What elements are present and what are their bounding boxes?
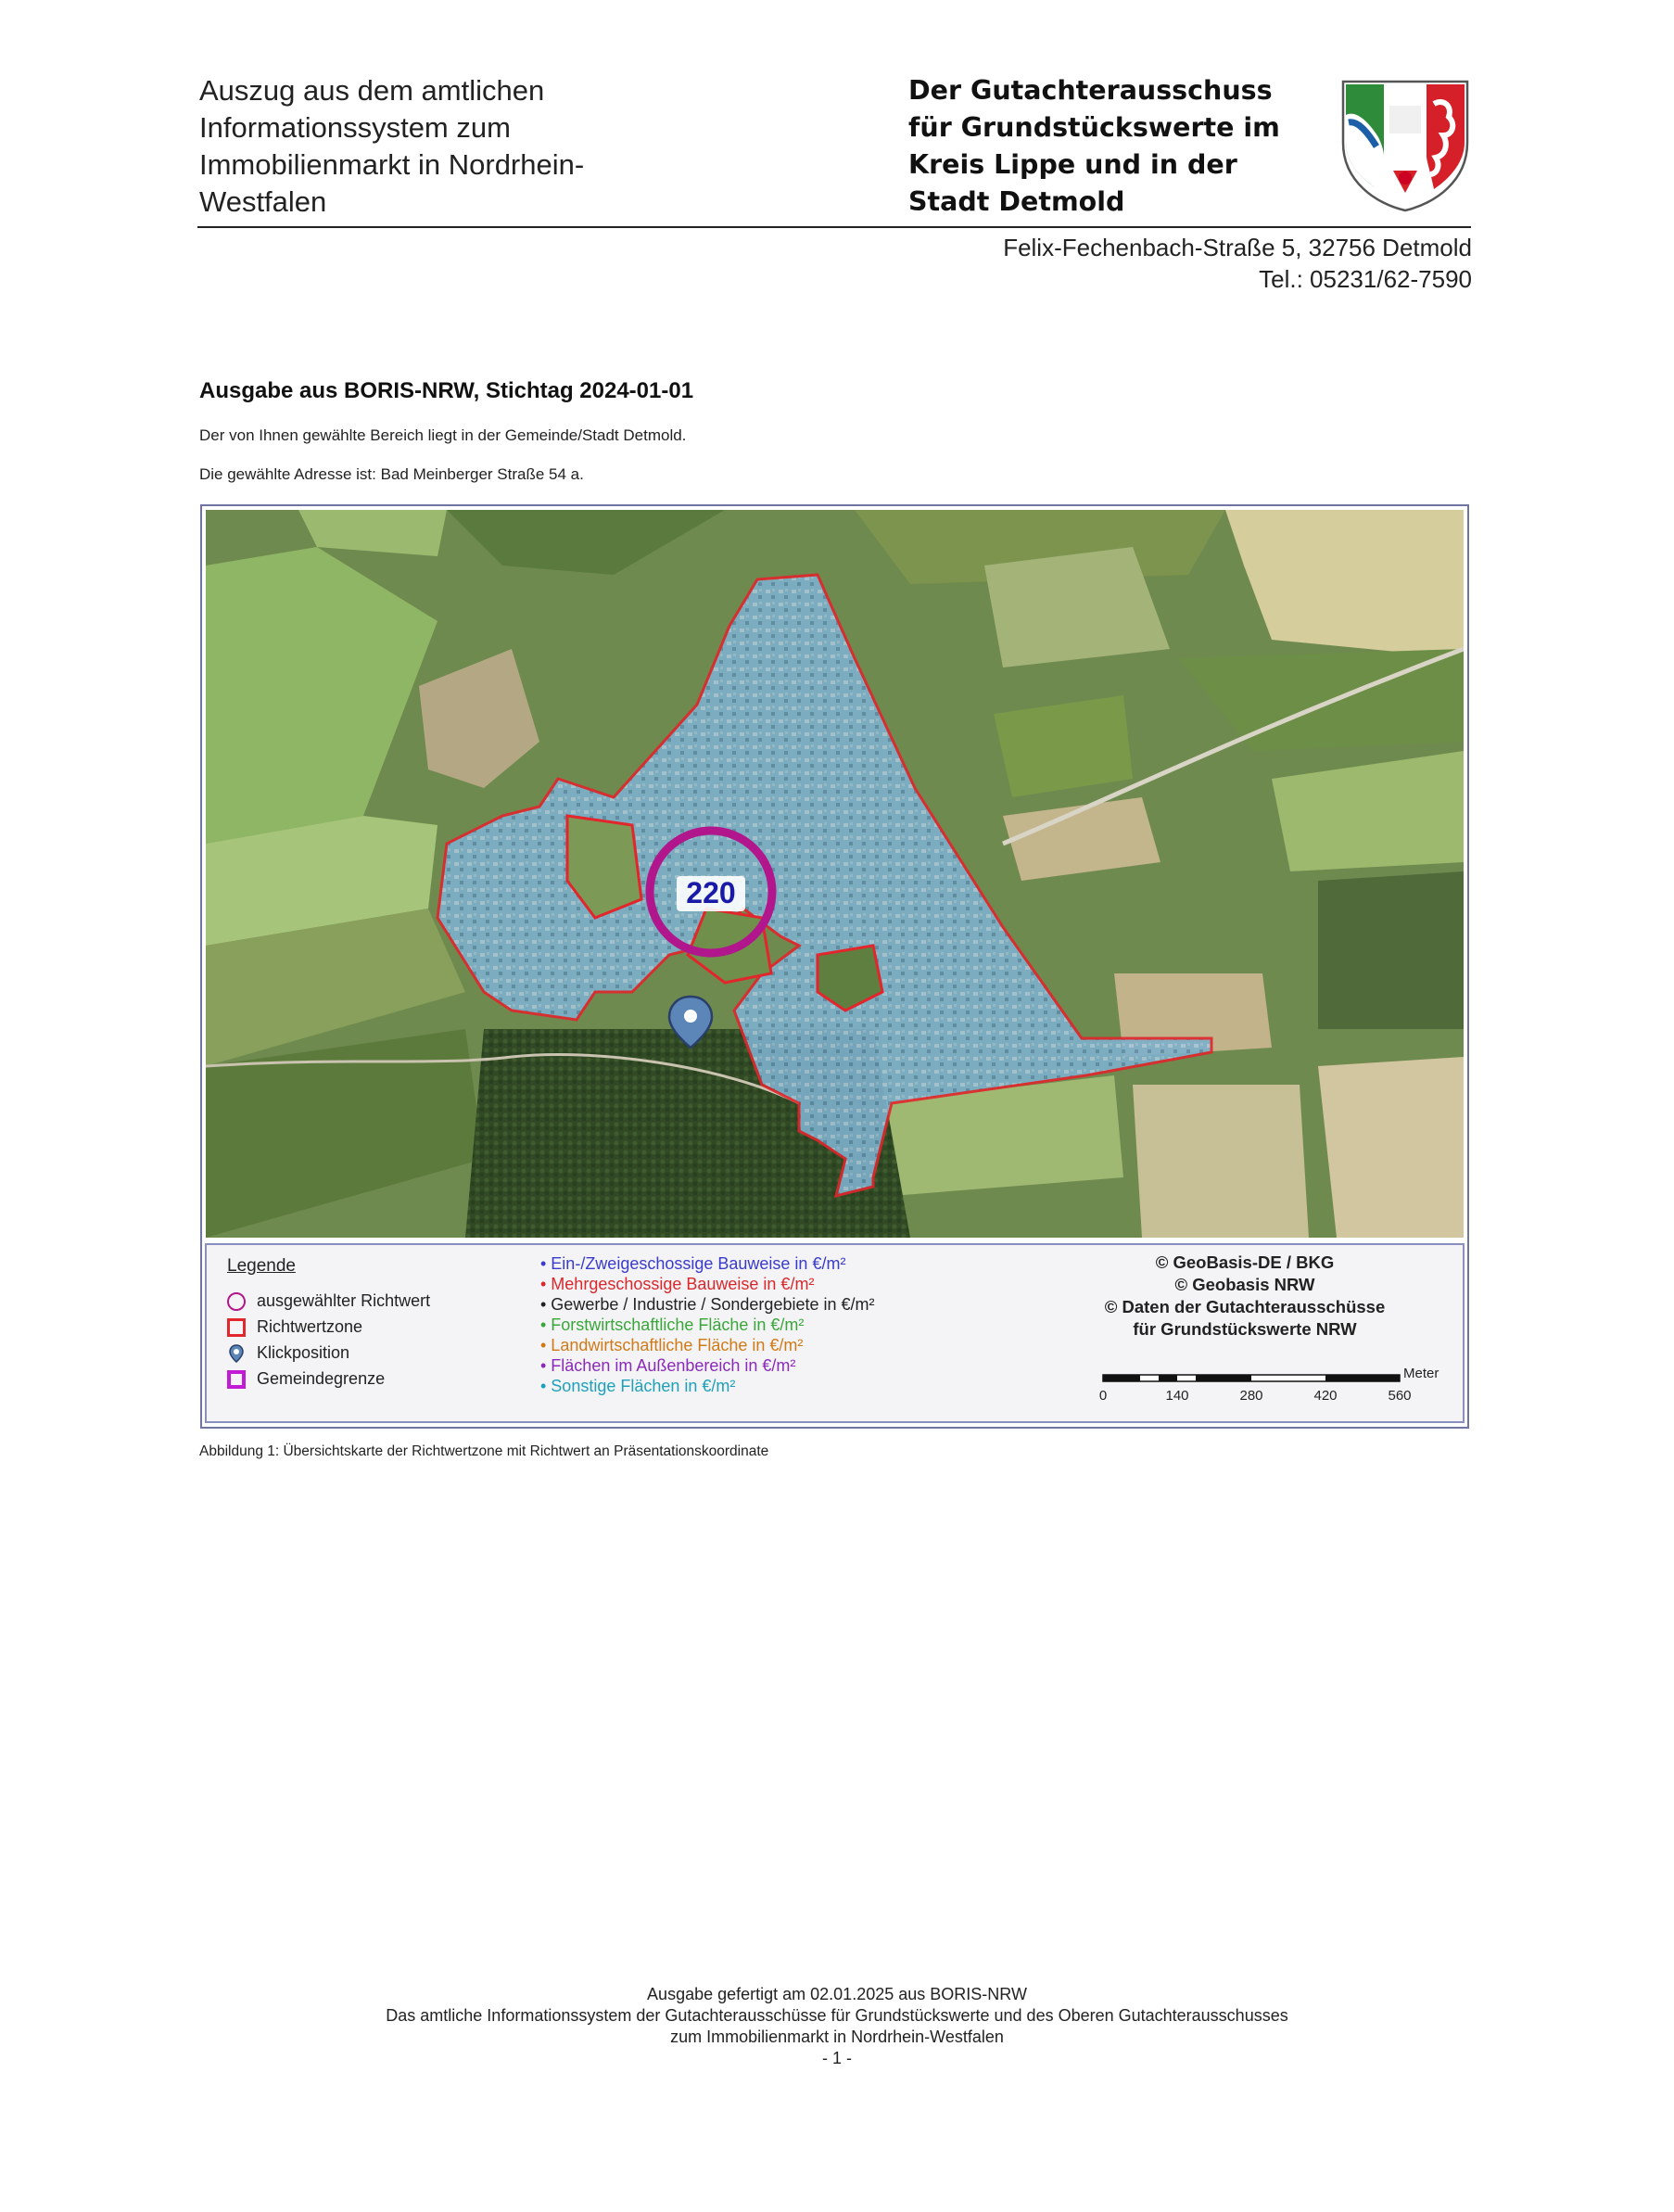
figure-caption: Abbildung 1: Übersichtskarte der Richtwertzone mit Richtwert an Präsentationskoordinate xyxy=(199,1443,769,1459)
output-municipality-line: Der von Ihnen gewählte Bereich liegt in der Gemeinde/Stadt Detmold. xyxy=(199,426,687,444)
header-left-title xyxy=(199,72,681,221)
richtwert-value-label[interactable]: 220 xyxy=(686,876,736,909)
legend-category: • Landwirtschaftliche Fläche in €/m² xyxy=(540,1336,804,1354)
page-number: - 1 - xyxy=(821,2049,852,2067)
scale-segment xyxy=(1159,1375,1177,1381)
scale-unit: Meter xyxy=(1403,1366,1439,1381)
footer-line: Ausgabe gefertigt am 02.01.2025 aus BORIS-NRW xyxy=(647,1985,1027,2003)
field xyxy=(1318,871,1464,1029)
header-left-line: Auszug aus dem amtlichen xyxy=(199,74,545,107)
legend-row-boundary xyxy=(227,1369,385,1389)
scale-segment xyxy=(1103,1375,1140,1381)
scale-tick-label: 0 xyxy=(1098,1388,1108,1404)
aerial-map[interactable] xyxy=(206,510,1464,1238)
header-right-line: Der Gutachterausschuss xyxy=(908,75,1273,106)
copyright-line: © Geobasis NRW xyxy=(1174,1275,1315,1294)
header-right-line: für Grundstückswerte im xyxy=(908,112,1280,143)
header-left-line: Informationssystem zum xyxy=(199,111,511,144)
copyright-line: für Grundstückswerte NRW xyxy=(1133,1319,1357,1339)
legend-category: • Mehrgeschossige Bauweise in €/m² xyxy=(540,1275,815,1293)
header-phone: Tel.: 05231/62-7590 xyxy=(1259,265,1472,293)
scale-tick-label: 140 xyxy=(1165,1388,1189,1404)
map-figure xyxy=(200,504,1469,1429)
circle-icon xyxy=(227,1292,246,1311)
header-left-line: Westfalen xyxy=(199,185,327,218)
output-title: Ausgabe aus BORIS-NRW, Stichtag 2024-01-01 xyxy=(199,378,694,403)
magenta-square-icon xyxy=(227,1370,246,1389)
legend-category: • Gewerbe / Industrie / Sondergebiete in €/m² xyxy=(540,1295,875,1314)
header-left-line: Immobilienmarkt in Nordrhein- xyxy=(199,148,585,181)
copyright-line: © GeoBasis-DE / BKG xyxy=(1155,1252,1335,1272)
scale-segment xyxy=(1196,1375,1251,1381)
legend-row-selected xyxy=(227,1291,430,1311)
field xyxy=(1133,1085,1309,1238)
legend-label: Gemeindegrenze xyxy=(257,1369,386,1388)
legend-label: Richtwertzone xyxy=(257,1317,363,1336)
header-divider xyxy=(197,226,1471,228)
header-address: Felix-Fechenbach-Straße 5, 32756 Detmold xyxy=(1003,234,1472,261)
scale-tick-label: 420 xyxy=(1313,1388,1338,1404)
output-address-line: Die gewählte Adresse ist: Bad Meinberger Straße 54 a. xyxy=(199,465,584,483)
header-right-line: Stadt Detmold xyxy=(908,186,1125,217)
field xyxy=(1318,1057,1464,1238)
scale-tick-label: 560 xyxy=(1388,1388,1412,1404)
legend-category: • Sonstige Flächen in €/m² xyxy=(540,1377,736,1395)
legend-label: Klickposition xyxy=(257,1343,350,1362)
legend-category: • Forstwirtschaftliche Fläche in €/m² xyxy=(540,1316,805,1334)
legend-label: ausgewählter Richtwert xyxy=(257,1291,431,1310)
legend-title: Legende xyxy=(227,1256,296,1276)
header-right-title xyxy=(908,72,1307,221)
copyright-line: © Daten der Gutachterausschüsse xyxy=(1104,1297,1386,1316)
scale-segment xyxy=(1325,1375,1400,1381)
nrw-coat-of-arms-icon xyxy=(1338,78,1473,213)
header-address-block xyxy=(1003,232,1472,295)
legend-category: • Ein-/Zweigeschossige Bauweise in €/m² xyxy=(540,1254,846,1273)
footer-line: Das amtliche Informationssystem der Gutachterausschüsse für Grundstückswerte und des Oberen Gutachterausschusses xyxy=(386,2006,1288,2025)
scale-tick-label: 280 xyxy=(1239,1388,1263,1404)
footer-line: zum Immobilienmarkt in Nordrhein-Westfalen xyxy=(670,2028,1004,2046)
map-legend xyxy=(205,1243,1465,1423)
scale-bar xyxy=(1083,1356,1453,1412)
legend-row-zone xyxy=(227,1317,362,1337)
legend-row-click xyxy=(227,1343,349,1363)
header-right-line: Kreis Lippe und in der xyxy=(908,149,1237,180)
square-outline-icon xyxy=(227,1318,246,1337)
legend-category: • Flächen im Außenbereich in €/m² xyxy=(540,1356,796,1375)
pin-icon xyxy=(227,1344,246,1363)
